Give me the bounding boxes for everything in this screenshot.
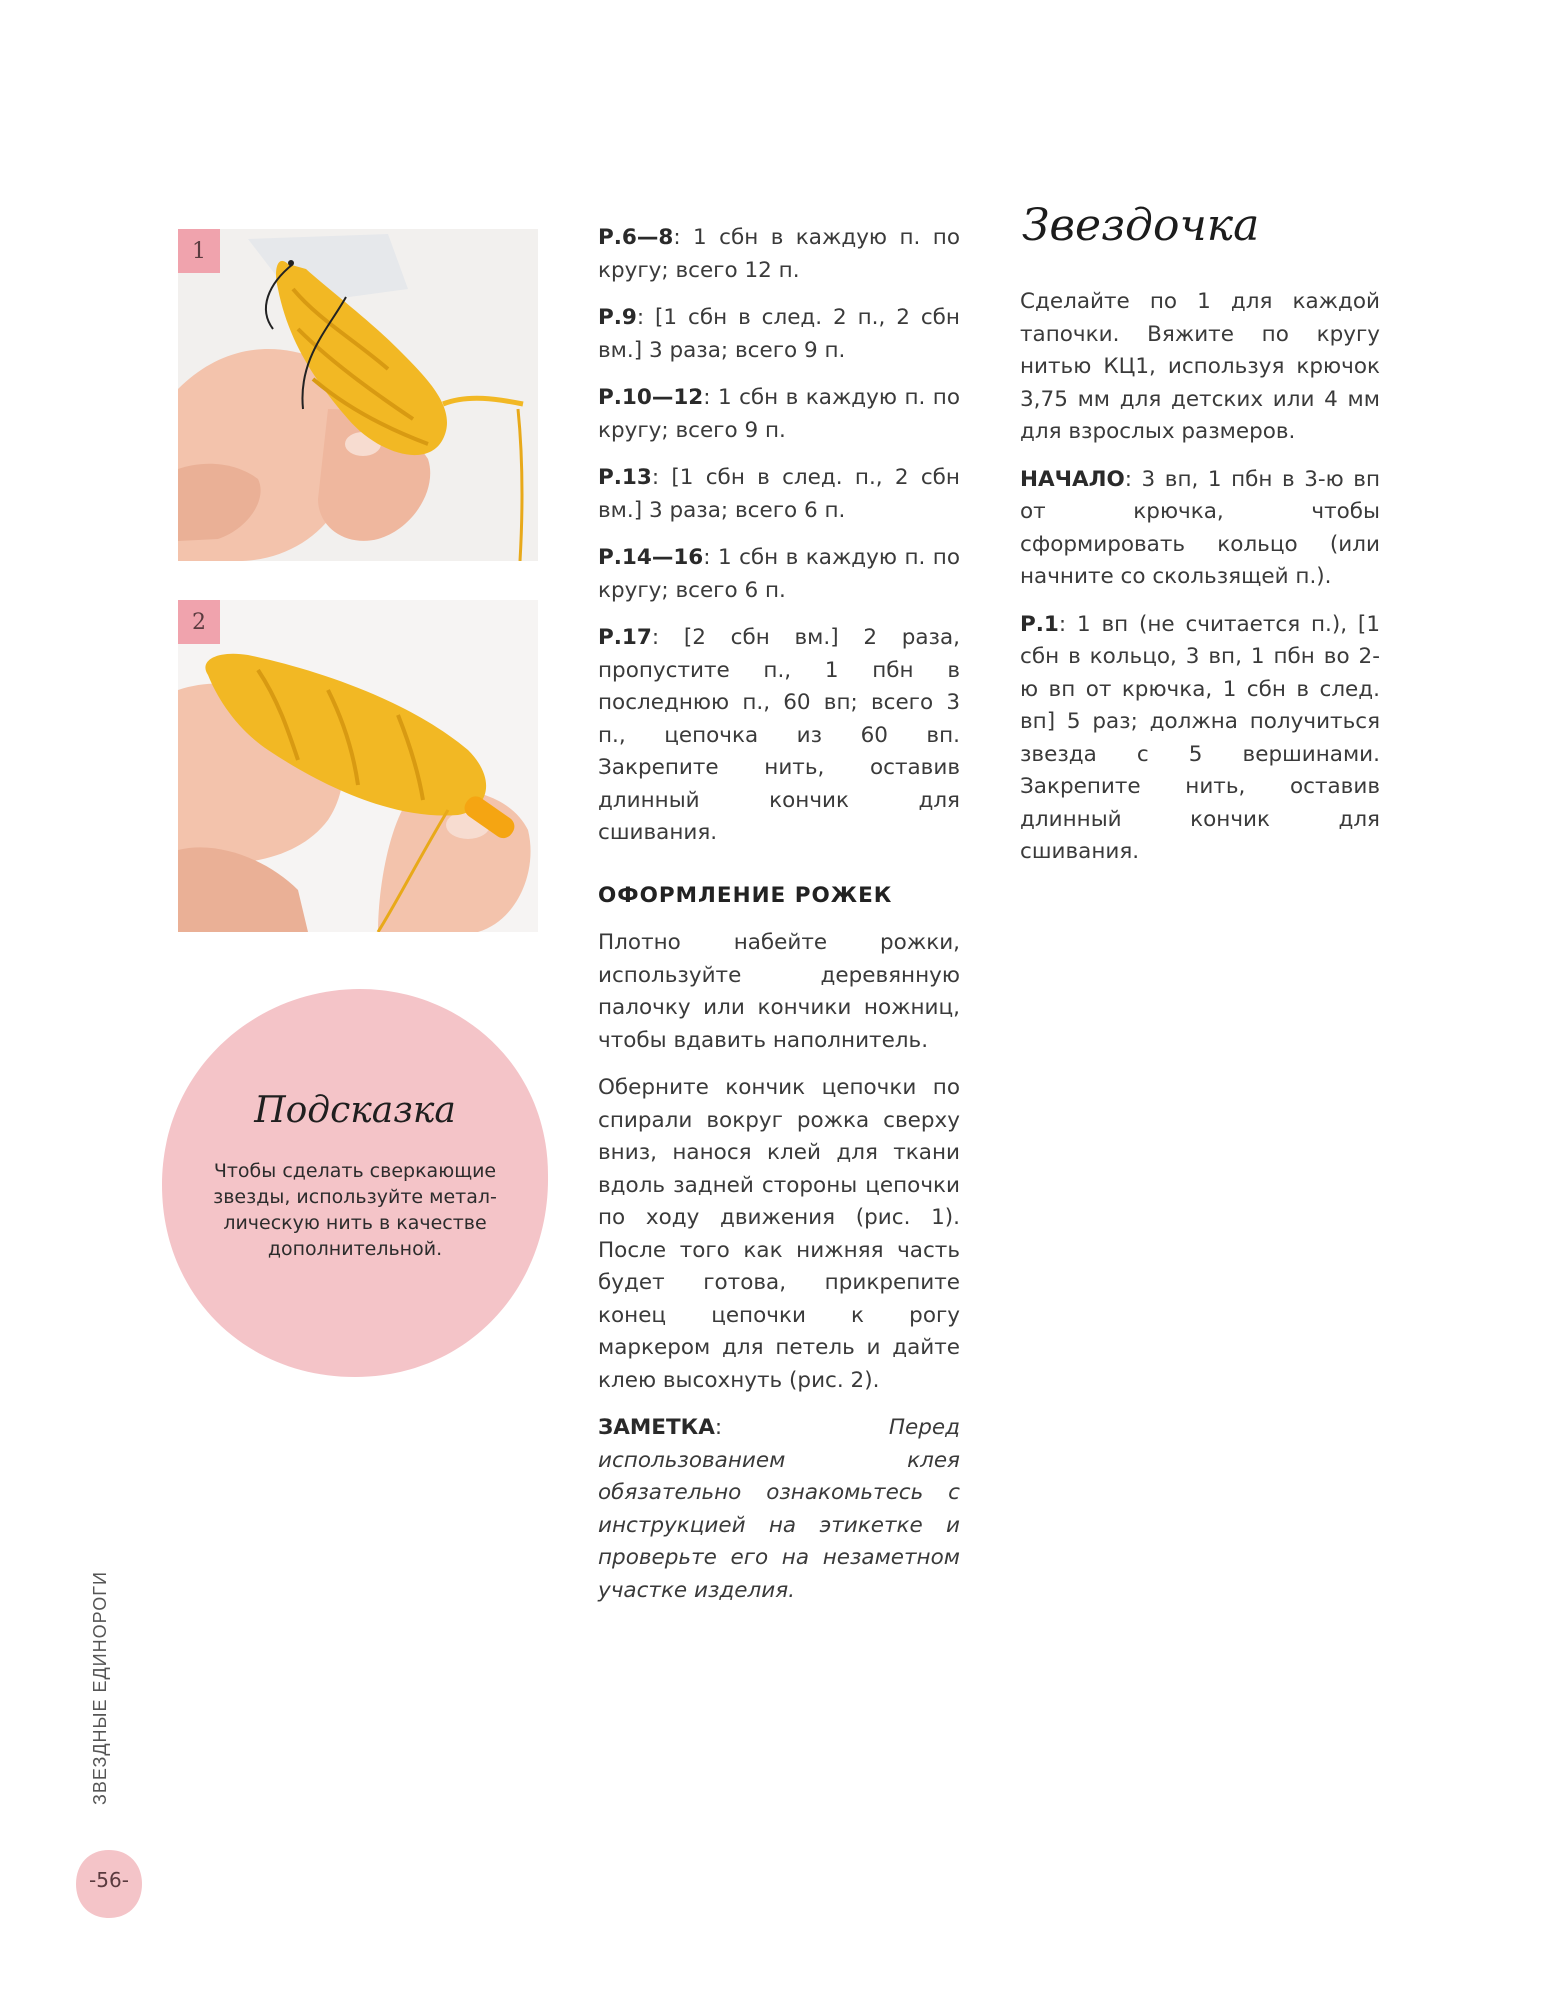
tip-title: Подсказка [254,1090,456,1131]
star-section-title: Звездочка [1022,200,1260,251]
row-1-text: : 1 вп (не считается п.), [1 сбн в кольцо, 3 вп, 1 пбн во 2-ю вп от крючка, 1 сбн в след. вп] 5 раз; должна получиться звезда с 5 вершинами. Закрепите нить, оставив длинный кончик для сшивания. [1020,611,1380,864]
book-section-label: ЗВЕЗДНЫЕ ЕДИНОРОГИ [90,1571,110,1805]
figure-2-number-badge: 2 [178,600,220,644]
horns-paragraph-2: Оберните кончик цепочки по спирали вокруг рожка сверху вниз, нанося клей для ткани вдоль задней стороны цепочки по ходу движения (рис. 1). После того как нижняя часть будет готова, прикрепите конец цепочки к рогу маркером для петель и дайте клею высохнуть (рис. 2). [598,1075,960,1393]
middle-column [598,222,960,1622]
page-number: -56- [89,1868,129,1892]
row-text: : [1 сбн в след. п., 2 сбн вм.] 3 раза; всего 6 п. [598,465,960,523]
row-label: Р.17 [598,625,652,650]
row-label: Р.13 [598,465,652,490]
row-text: : [2 сбн вм.] 2 раза, пропустите п., 1 пбн в последнюю п., 60 вп; всего 3 п., цепочка из 60 вп. Закрепите нить, оставив длинный кончик для сшивания. [598,625,960,845]
tip-text: Чтобы сделать сверкающие звезды, используйте метал-лическую нить в качестве дополнительной. [213,1160,497,1260]
row-text: : 1 сбн в каждую п. по кругу; всего 12 п. [598,225,960,283]
figure-1-photo [178,229,538,561]
row-paragraph [598,302,960,367]
figure-1-number-badge: 1 [178,229,220,273]
right-column [1020,286,1380,884]
row-label: Р.14—16 [598,545,704,570]
section-heading-horns: ОФОРМЛЕНИЕ РОЖЕК [598,882,893,908]
star-row-1-paragraph [1020,609,1380,869]
row-label: Р.9 [598,305,637,330]
row-paragraph [598,382,960,447]
figure-2-photo [178,600,538,932]
note-label: ЗАМЕТКА [598,1415,715,1440]
row-text: : [1 сбн в след. 2 п., 2 сбн вм.] 3 раза; всего 9 п. [598,305,960,363]
star-intro: Сделайте по 1 для каждой тапочки. Вяжите по кругу нитью КЦ1, используя крючок 3,75 мм для детских или 4 мм для взрослых размеров. [1020,289,1380,444]
note-colon: : [714,1415,889,1440]
row-paragraph [598,542,960,607]
row-text: : 1 сбн в каждую п. по кругу; всего 9 п. [598,385,960,443]
start-text: : 3 вп, 1 пбн в 3-ю вп от крючка, чтобы сформировать кольцо (или начните со скользящей п.). [1020,466,1380,589]
note-paragraph [598,1412,960,1607]
row-1-label: Р.1 [1020,611,1059,637]
figure-2-illustration [178,600,538,932]
row-label: Р.10—12 [598,385,704,410]
row-label: Р.6—8 [598,225,674,250]
horns-paragraph-1: Плотно набейте рожки, используйте деревянную палочку или кончики ножниц, чтобы вдавить наполнитель. [598,930,960,1053]
figure-1-illustration [178,229,538,561]
note-text: Перед использованием клея обязательно ознакомьтесь с инструкцией на этикетке и проверьте его на незаметном участке изделия. [598,1415,960,1603]
start-label: НАЧАЛО [1020,466,1125,492]
row-text: : 1 сбн в каждую п. по кругу; всего 6 п. [598,545,960,603]
row-paragraph [598,462,960,527]
row-paragraph [598,622,960,850]
row-paragraph [598,222,960,287]
star-start-paragraph [1020,464,1380,594]
